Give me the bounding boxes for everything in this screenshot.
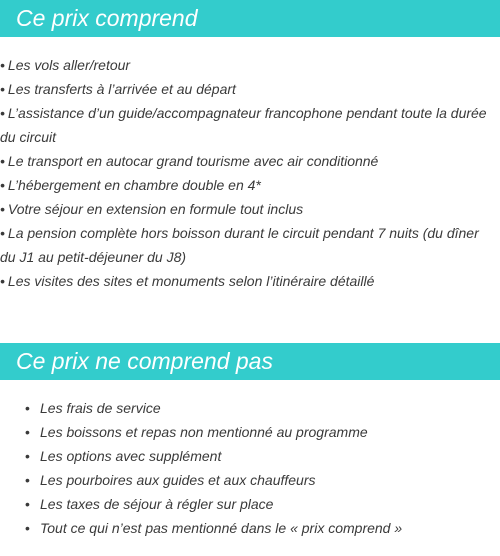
bullet-icon: • — [25, 448, 30, 464]
bullet-icon: • — [0, 225, 5, 241]
bullet-icon: • — [25, 400, 30, 416]
bullet-icon: • — [0, 81, 5, 97]
bullet-icon: • — [25, 424, 30, 440]
includes-item: • Le transport en autocar grand tourisme avec air conditionné — [0, 153, 379, 169]
includes-item: • Votre séjour en extension en formule tout inclus — [0, 201, 304, 217]
includes-item: • Les vols aller/retour — [0, 57, 131, 73]
bullet-icon: • — [25, 496, 30, 512]
bullet-icon: • — [0, 273, 5, 289]
includes-item: • Les transferts à l’arrivée et au départ — [0, 81, 236, 97]
includes-section-header — [0, 0, 500, 37]
excludes-item: • Les options avec supplément — [0, 444, 500, 468]
bullet-icon: • — [25, 520, 30, 536]
excludes-item: • Les boissons et repas non mentionné au programme — [0, 420, 500, 444]
excludes-item: • Les frais de service — [0, 396, 500, 420]
includes-item: • Les visites des sites et monuments selon l’itinéraire détaillé — [0, 273, 375, 289]
excludes-section-header — [0, 343, 500, 380]
bullet-icon: • — [25, 472, 30, 488]
excludes-list — [0, 396, 500, 540]
bullet-icon: • — [0, 105, 5, 121]
includes-list — [0, 53, 500, 293]
bullet-icon: • — [0, 177, 5, 193]
includes-title: Ce prix comprend — [16, 5, 198, 31]
excludes-item: • Les taxes de séjour à régler sur place — [0, 492, 500, 516]
includes-item: • La pension complète hors boisson durant le circuit pendant 7 nuits (du dîner du J1 au petit-déjeuner du J8) — [0, 225, 479, 265]
includes-item: • L’assistance d’un guide/accompagnateur francophone pendant toute la durée du circuit — [0, 105, 487, 145]
excludes-item: • Les pourboires aux guides et aux chauffeurs — [0, 468, 500, 492]
bullet-icon: • — [0, 201, 5, 217]
bullet-icon: • — [0, 153, 5, 169]
includes-item: • L’hébergement en chambre double en 4* — [0, 177, 261, 193]
bullet-icon: • — [0, 57, 5, 73]
excludes-title: Ce prix ne comprend pas — [16, 348, 273, 374]
excludes-item: • Tout ce qui n’est pas mentionné dans le « prix comprend » — [0, 516, 500, 540]
